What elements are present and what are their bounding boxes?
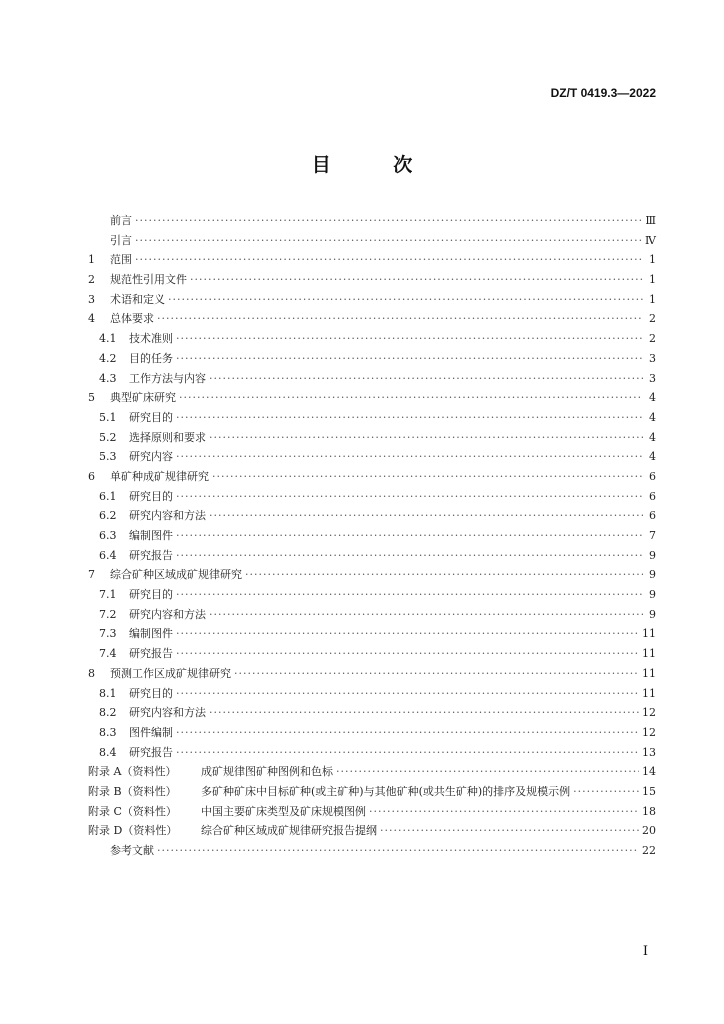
toc-leader-dots <box>209 369 643 389</box>
toc-entry-number: 1 <box>88 253 95 267</box>
toc-entry[interactable] <box>88 428 656 448</box>
toc-entry[interactable] <box>88 467 656 487</box>
toc-entry[interactable] <box>88 585 656 605</box>
toc-entry-number: 4.2 <box>99 351 117 365</box>
toc-entry[interactable] <box>88 624 656 644</box>
toc-entry-page: 2 <box>649 312 656 326</box>
toc-entry-title: 研究报告 <box>129 647 173 661</box>
toc-leader-dots <box>176 329 643 349</box>
toc-entry-page: 2 <box>649 332 656 346</box>
toc-entry-title: 研究内容和方法 <box>129 509 206 523</box>
toc-entry[interactable] <box>88 723 656 743</box>
toc-entry-number: 8.1 <box>99 686 117 700</box>
toc-entry-number: 7.1 <box>99 588 117 602</box>
toc-entry[interactable] <box>88 447 656 467</box>
toc-leader-dots <box>176 585 643 605</box>
toc-entry-title: 选择原则和要求 <box>129 430 206 444</box>
toc-entry-page: 11 <box>642 627 656 641</box>
toc-entry-title: 研究内容 <box>129 450 173 464</box>
toc-leader-dots <box>176 624 639 644</box>
toc-entry[interactable] <box>88 270 656 290</box>
toc-entry[interactable] <box>88 506 656 526</box>
toc-entry[interactable] <box>88 526 656 546</box>
toc-entry-page: 3 <box>649 371 656 385</box>
toc-entry-number: 7.4 <box>99 647 117 661</box>
toc-leader-dots <box>168 290 643 310</box>
toc-entry-number: 附录 C（资料性） <box>88 804 177 818</box>
toc-leader-dots <box>234 664 639 684</box>
toc-entry-page: 14 <box>642 765 656 779</box>
table-of-contents <box>88 211 656 861</box>
toc-leader-dots <box>176 447 643 467</box>
toc-entry-number: 7.3 <box>99 627 117 641</box>
toc-entry-page: 13 <box>642 745 656 759</box>
toc-entry-title: 多矿种矿床中目标矿种(或主矿种)与其他矿种(或共生矿种)的排序及规模示例 <box>201 784 571 798</box>
toc-entry[interactable] <box>88 782 656 802</box>
toc-entry-title: 研究目的 <box>129 686 173 700</box>
toc-entry-page: 6 <box>649 509 656 523</box>
toc-entry-title: 综合矿种区域成矿规律研究 <box>110 568 242 582</box>
toc-entry-number: 5.2 <box>99 430 117 444</box>
toc-entry-page: 4 <box>649 430 656 444</box>
toc-entry-number: 5.3 <box>99 450 117 464</box>
toc-entry-title: 目的任务 <box>129 351 173 365</box>
toc-entry[interactable] <box>88 644 656 664</box>
toc-leader-dots <box>209 605 643 625</box>
toc-entry-title: 图件编制 <box>129 725 173 739</box>
toc-leader-dots <box>157 841 639 861</box>
toc-entry-page: 11 <box>642 666 656 680</box>
toc-entry-title: 综合矿种区域成矿规律研究报告提纲 <box>201 824 377 838</box>
toc-entry[interactable] <box>88 546 656 566</box>
toc-entry-page: 6 <box>649 489 656 503</box>
toc-entry-page: Ⅳ <box>645 233 656 247</box>
toc-entry[interactable] <box>88 605 656 625</box>
toc-entry-page: 11 <box>642 686 656 700</box>
toc-entry[interactable] <box>88 329 656 349</box>
toc-entry[interactable] <box>88 408 656 428</box>
toc-entry-number: 7.2 <box>99 607 117 621</box>
toc-leader-dots <box>176 349 643 369</box>
toc-entry-page: 11 <box>642 647 656 661</box>
toc-entry-title: 成矿规律图矿种图例和色标 <box>201 765 333 779</box>
toc-entry-title: 技术准则 <box>129 332 173 346</box>
toc-entry-page: 20 <box>642 824 656 838</box>
toc-entry-number: 4.1 <box>99 332 117 346</box>
toc-entry-title: 预测工作区成矿规律研究 <box>110 666 231 680</box>
page-number: I <box>642 944 648 959</box>
toc-entry[interactable] <box>88 231 656 251</box>
toc-leader-dots <box>176 684 639 704</box>
toc-leader-dots <box>176 723 639 743</box>
toc-leader-dots <box>176 408 643 428</box>
toc-leader-dots <box>176 487 643 507</box>
toc-leader-dots <box>369 802 639 822</box>
toc-entry[interactable] <box>88 821 656 841</box>
toc-leader-dots <box>157 309 643 329</box>
toc-entry-number: 8.4 <box>99 745 117 759</box>
toc-leader-dots <box>135 250 643 270</box>
toc-entry-page: 7 <box>649 529 656 542</box>
toc-entry-page: 4 <box>649 450 656 464</box>
page-title: 目 次 <box>311 154 441 176</box>
toc-leader-dots <box>209 506 643 526</box>
toc-leader-dots <box>380 821 639 841</box>
toc-entry-number: 4 <box>88 312 95 326</box>
toc-entry-number: 8.3 <box>99 725 117 739</box>
toc-leader-dots <box>176 644 639 664</box>
toc-entry-page: 12 <box>642 706 656 720</box>
toc-entry[interactable] <box>88 664 656 684</box>
toc-entry-title: 研究目的 <box>129 588 173 602</box>
toc-entry-title: 典型矿床研究 <box>110 391 176 405</box>
toc-leader-dots <box>245 565 643 585</box>
toc-entry-page: 18 <box>642 804 656 818</box>
toc-entry-title: 前言 <box>110 214 132 227</box>
toc-entry-number: 5 <box>88 391 95 405</box>
toc-entry[interactable] <box>88 565 656 585</box>
toc-entry[interactable] <box>88 211 656 231</box>
toc-leader-dots <box>176 526 643 546</box>
toc-entry-title: 总体要求 <box>110 312 154 326</box>
toc-entry[interactable] <box>88 388 656 408</box>
toc-entry-title: 引言 <box>110 233 132 247</box>
toc-leader-dots <box>336 762 639 782</box>
toc-entry-number: 附录 B（资料性） <box>88 784 177 798</box>
toc-leader-dots <box>573 782 639 802</box>
toc-entry-title: 研究目的 <box>129 489 173 503</box>
toc-entry[interactable] <box>88 349 656 369</box>
toc-entry-page: 4 <box>649 391 656 405</box>
toc-entry[interactable] <box>88 250 656 270</box>
toc-leader-dots <box>179 388 643 408</box>
toc-leader-dots <box>209 428 643 448</box>
toc-entry-number: 8 <box>88 666 95 680</box>
toc-entry-number: 7 <box>88 568 95 582</box>
toc-entry-number: 5.1 <box>99 410 117 424</box>
toc-entry-number: 6.3 <box>99 529 117 542</box>
toc-entry-title: 中国主要矿床类型及矿床规模图例 <box>201 804 366 818</box>
toc-entry-page: 12 <box>642 725 656 739</box>
toc-entry[interactable] <box>88 743 656 763</box>
toc-entry-number: 附录 A（资料性） <box>88 765 177 779</box>
toc-entry-page: 3 <box>649 351 656 365</box>
toc-entry-page: 1 <box>649 253 656 267</box>
toc-entry-page: Ⅲ <box>645 214 656 227</box>
toc-leader-dots <box>176 546 643 566</box>
toc-entry-title: 单矿种成矿规律研究 <box>110 469 209 483</box>
toc-entry-number: 6.1 <box>99 489 117 503</box>
toc-entry[interactable] <box>88 290 656 310</box>
toc-entry-page: 22 <box>642 844 656 857</box>
toc-entry[interactable] <box>88 802 656 822</box>
toc-leader-dots <box>176 743 639 763</box>
toc-entry-title: 工作方法与内容 <box>129 371 206 385</box>
toc-entry-title: 研究内容和方法 <box>129 607 206 621</box>
toc-entry[interactable] <box>88 487 656 507</box>
toc-entry-number: 8.2 <box>99 706 117 720</box>
toc-entry-title: 编制图件 <box>129 529 173 542</box>
toc-entry-title: 范围 <box>110 253 132 267</box>
toc-entry-title: 编制图件 <box>129 627 173 641</box>
toc-entry-page: 9 <box>649 588 656 602</box>
toc-entry[interactable] <box>88 841 656 861</box>
toc-leader-dots <box>212 467 643 487</box>
standard-code: DZ/T 0419.3—2022 <box>550 86 656 100</box>
toc-entry-page: 1 <box>649 273 656 287</box>
toc-entry[interactable] <box>88 703 656 723</box>
toc-leader-dots <box>209 703 639 723</box>
toc-entry-page: 4 <box>649 410 656 424</box>
toc-entry[interactable] <box>88 762 656 782</box>
toc-entry-title: 研究内容和方法 <box>129 706 206 720</box>
toc-entry-title: 研究报告 <box>129 548 173 562</box>
toc-entry-number: 2 <box>88 273 95 287</box>
toc-entry[interactable] <box>88 369 656 389</box>
toc-entry-page: 15 <box>642 784 656 798</box>
toc-entry-page: 9 <box>649 548 656 562</box>
toc-entry-page: 6 <box>649 469 656 483</box>
toc-entry-page: 1 <box>649 292 656 306</box>
toc-entry-title: 术语和定义 <box>110 292 165 306</box>
toc-entry-number: 6.2 <box>99 509 117 523</box>
toc-entry[interactable] <box>88 684 656 704</box>
toc-entry-number: 6 <box>88 469 95 483</box>
toc-entry-number: 附录 D（资料性） <box>88 824 178 838</box>
toc-entry-number: 3 <box>88 292 95 306</box>
toc-entry-title: 研究目的 <box>129 410 173 424</box>
toc-entry-title: 规范性引用文件 <box>110 273 187 287</box>
toc-leader-dots <box>135 211 642 231</box>
toc-entry-number: 4.3 <box>99 371 117 385</box>
toc-entry[interactable] <box>88 309 656 329</box>
toc-leader-dots <box>135 231 642 251</box>
toc-entry-title: 参考文献 <box>110 844 154 857</box>
toc-entry-page: 9 <box>649 607 656 621</box>
toc-entry-title: 研究报告 <box>129 745 173 759</box>
toc-entry-number: 6.4 <box>99 548 117 562</box>
toc-leader-dots <box>190 270 643 290</box>
toc-entry-page: 9 <box>649 568 656 582</box>
